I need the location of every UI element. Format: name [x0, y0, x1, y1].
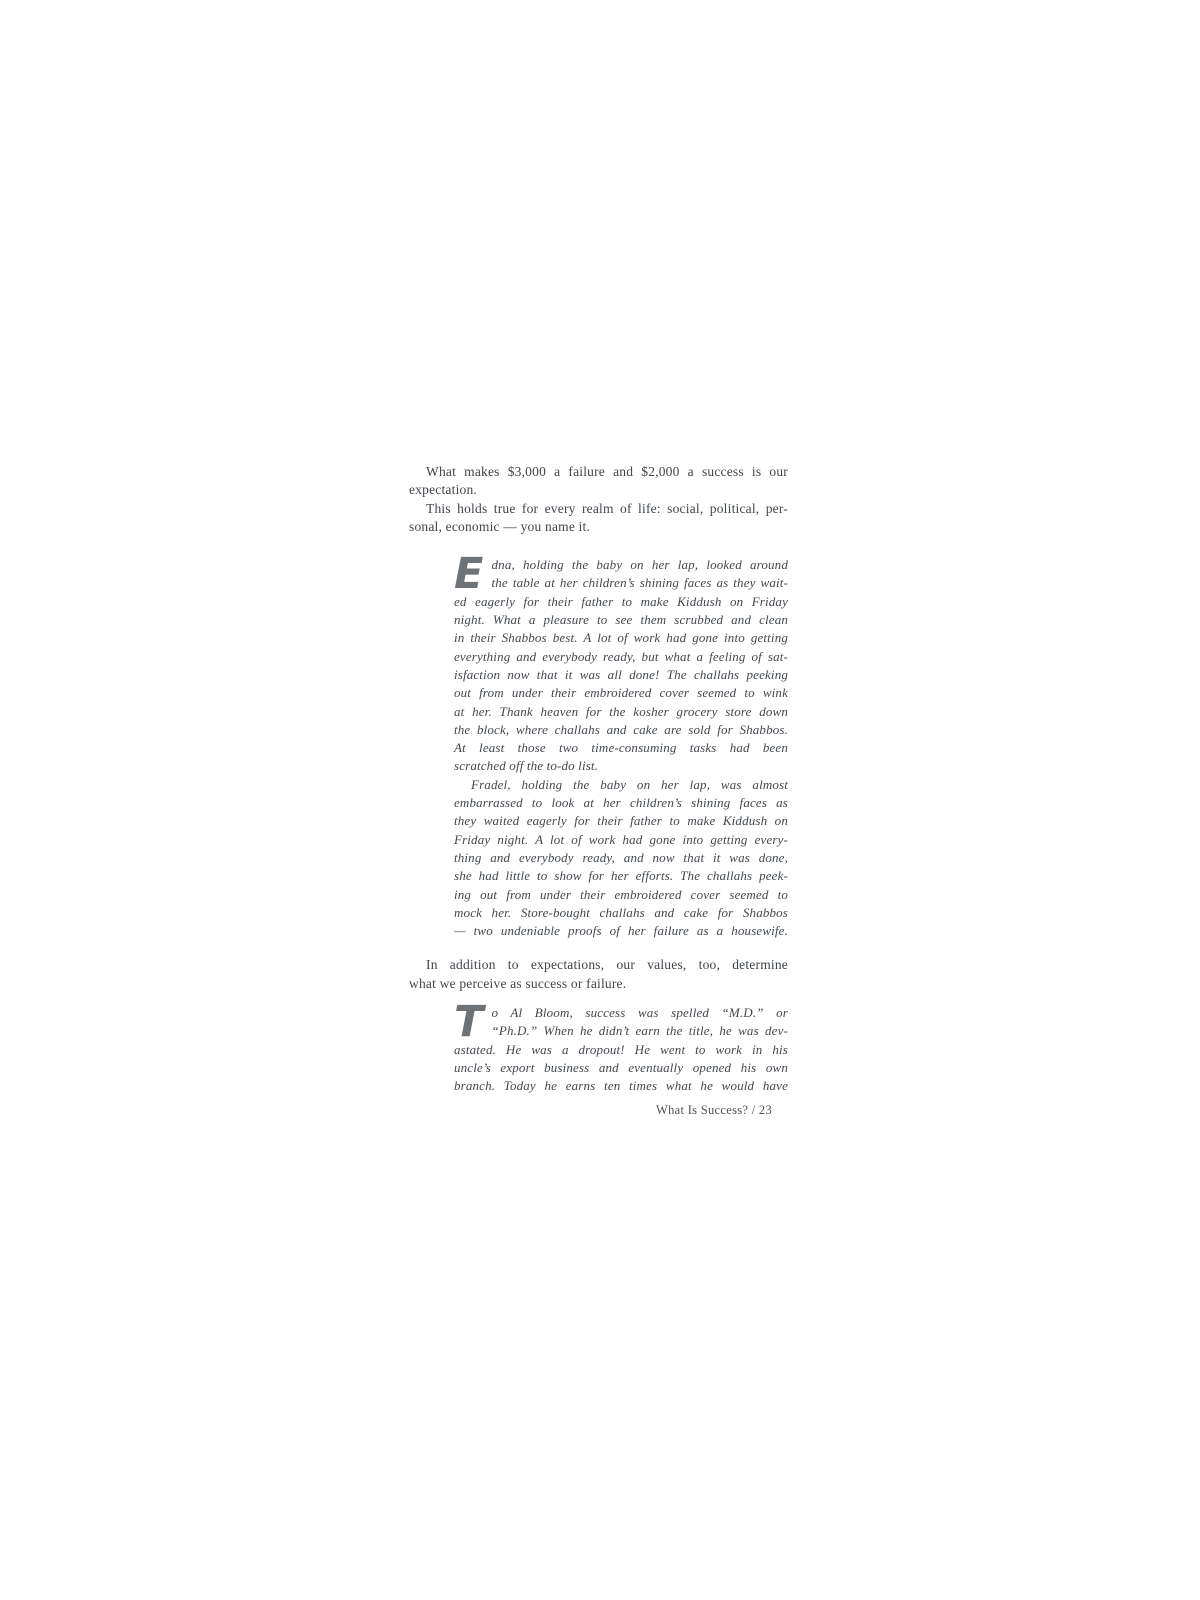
page-footer-label: What Is Success? / 23 — [656, 1103, 772, 1117]
text-line: At least those two time-consuming tasks had been — [454, 740, 788, 756]
text-line: branch. Today he earns ten times what he would have — [454, 1078, 788, 1094]
text-line: at her. Thank heaven for the kosher grocery store down — [454, 703, 788, 719]
blockquote-al-bloom — [454, 997, 788, 1095]
text-line: expectation. — [409, 482, 477, 498]
text-line: isfaction now that it was all done! The challahs peeking — [454, 666, 788, 682]
text-line: In addition to expectations, our values, too, determine — [426, 957, 788, 973]
text-line: dna, holding the baby on her lap, looked around — [491, 557, 788, 573]
text-line: astated. He was a dropout! He went to work in his — [454, 1041, 788, 1057]
paragraph-realm — [409, 500, 788, 537]
text-line: night. What a pleasure to see them scrubbed and clean — [454, 612, 788, 628]
text-line: in their Shabbos best. A lot of work had gone into getting — [454, 630, 788, 646]
text-line: she had little to show for her efforts. The challahs peek- — [454, 868, 788, 884]
text-line: “Ph.D.” When he didn’t earn the title, he was dev- — [491, 1023, 788, 1039]
text-line: sonal, economic — you name it. — [409, 518, 591, 534]
text-line: the table at her children’s shining faces as they wait- — [491, 575, 788, 591]
text-line: the block, where challahs and cake are sold for Shabbos. — [454, 721, 788, 737]
text-line: ed eagerly for their father to make Kiddush on Friday — [454, 593, 788, 609]
text-line: everything and everybody ready, but what a feeling of sat- — [454, 648, 788, 664]
text-line: — two undeniable proofs of her failure as a housewife. — [454, 923, 788, 939]
paragraph-values — [409, 956, 788, 993]
paragraph-expectation — [409, 463, 788, 500]
blockquote-edna — [454, 549, 788, 776]
text-line: This holds true for every realm of life: social, political, per- — [426, 500, 788, 516]
text-line: they waited eagerly for their father to make Kiddush on — [454, 813, 788, 829]
text-line: Friday night. A lot of work had gone into getting every- — [454, 831, 788, 847]
text-line: ing out from under their embroidered cover seemed to — [454, 886, 788, 902]
blockquote-fradel — [454, 776, 788, 941]
page-text-block — [409, 463, 788, 1096]
text-line: embarrassed to look at her children’s shining faces as — [454, 795, 788, 811]
text-line: o Al Bloom, success was spelled “M.D.” or — [491, 1005, 788, 1021]
text-line: thing and everybody ready, and now that it was done, — [454, 849, 788, 865]
text-line: scratched off the to-do list. — [454, 758, 599, 774]
text-line: mock her. Store-bought challahs and cake for Shabbos — [454, 904, 788, 920]
text-line: What makes $3,000 a failure and $2,000 a success is our — [426, 464, 788, 479]
text-line: what we perceive as success or failure. — [409, 975, 627, 991]
text-line: Fradel, holding the baby on her lap, was almost — [471, 776, 788, 792]
drop-cap-t: T — [454, 997, 484, 1048]
text-line: out from under their embroidered cover seemed to wink — [454, 685, 788, 701]
drop-cap-e: E — [454, 549, 484, 600]
text-line: uncle’s export business and eventually opened his own — [454, 1059, 788, 1075]
